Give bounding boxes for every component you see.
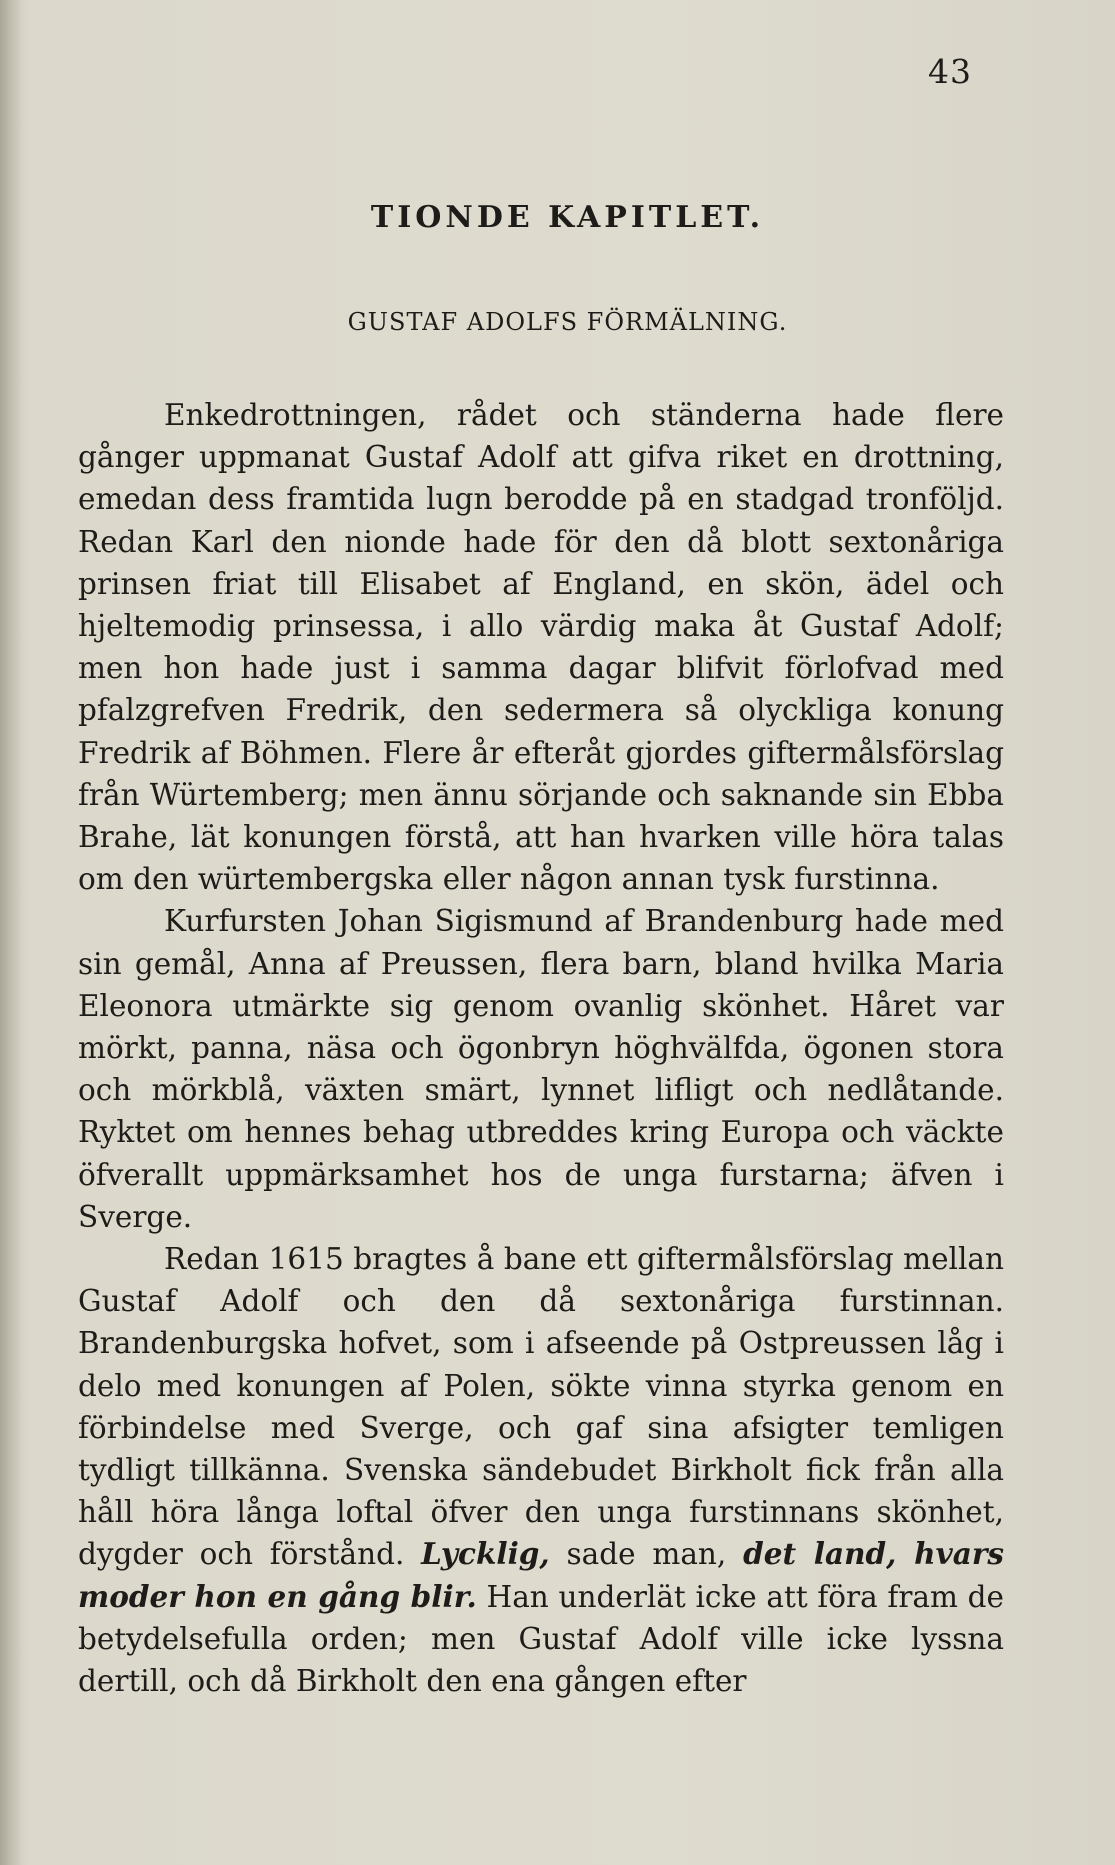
chapter-title: TIONDE KAPITLET. bbox=[370, 200, 765, 235]
paragraph-3-text-after: Han underlät icke att föra fram de betydelsefulla orden; men Gustaf Adolf ville icke lyssna dertill, och då Birkholt den ena gången efter bbox=[78, 1579, 1004, 1699]
emphasis: Lycklig, bbox=[421, 1536, 550, 1572]
paragraph-2: Kurfursten Johan Sigismund af Brandenburg hade med sin gemål, Anna af Preussen, flera barn, bland hvilka Maria Eleonora utmärkte sig genom ovanlig skönhet. Håret var mörkt, panna, näsa och ögonbryn höghvälfda, ögonen stora och mörkblå, växten smärt, lynnet lifligt och nedlåtande. Ryktet om hennes behag utbreddes kring Europa och väckte öfverallt uppmärksamhet hos de unga furstarna; äfven i Sverge. bbox=[78, 904, 1004, 1234]
paragraph-1: Enkedrottningen, rådet och ständerna hade flere gånger uppmanat Gustaf Adolf att gifva riket en drottning, emedan dess framtida lugn berodde på en stadgad tronföljd. Redan Karl den nionde hade för den då blott sextonåriga prinsen friat till Elisabet af England, en skön, ädel och hjeltemodig prinsessa, i allo värdig maka åt Gustaf Adolf; men hon hade just i samma dagar blifvit förlofvad med pfalzgrefven Fredrik, den sedermera så olyckliga konung Fredrik af Böhmen. Flere år efteråt gjordes giftermålsförslag från Würtemberg; men ännu sörjande och saknande sin Ebba Brahe, lät konungen förstå, att han hvarken ville höra talas om den würtembergska eller någon annan tysk furstinna. bbox=[78, 398, 1004, 897]
section-title: GUSTAF ADOLFS FÖRMÄLNING. bbox=[347, 308, 788, 336]
paragraph-3-text-middle: sade man, bbox=[549, 1537, 744, 1572]
body-text bbox=[78, 394, 1004, 1702]
paragraph-3-text-before: Redan 1615 bragtes å bane ett giftermålsförslag mellan Gustaf Adolf och den då sextonåriga furstinnan. Brandenburgska hofvet, som i afseende på Ostpreussen låg i delo med konungen af Polen, sökte vinna styrka genom en förbindelse med Sverge, och gaf sina afsigter temligen tydligt tillkänna. Svenska sändebudet Birkholt fick från alla håll höra långa loftal öfver den unga furstinnans skönhet, dygder och förstånd. bbox=[78, 1242, 1004, 1572]
page-number: 43 bbox=[928, 52, 972, 91]
paragraph-3 bbox=[78, 1238, 1004, 1702]
page-spine-shadow bbox=[0, 0, 22, 1865]
emphasis: det land, hvars moder hon en gång blir. bbox=[78, 1536, 1004, 1614]
